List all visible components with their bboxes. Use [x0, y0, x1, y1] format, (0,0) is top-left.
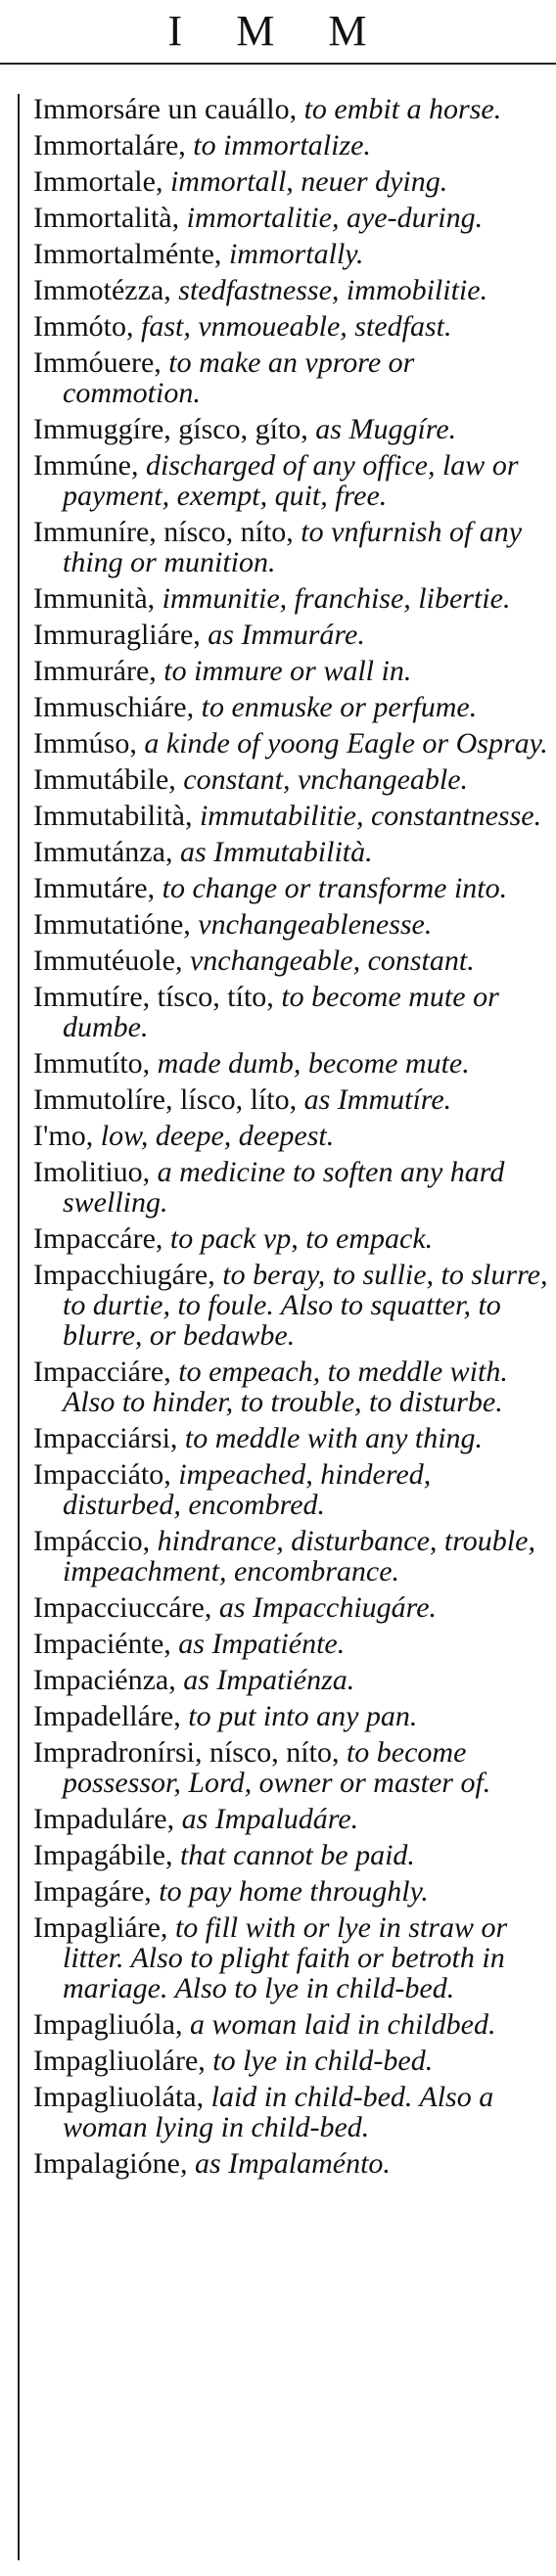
dictionary-entry	[33, 1876, 550, 1907]
entry-definition: as Immutabilità.	[179, 836, 373, 868]
dictionary-entry	[33, 347, 550, 408]
entry-definition: constant, vnchangeable.	[183, 763, 469, 796]
dictionary-entry	[33, 517, 550, 577]
entry-definition: to beray, to sullie, to slurre, to durtie, to foule. Also to squatter, to blurre, or bedawbe.	[63, 1259, 548, 1352]
dictionary-entry	[33, 1357, 550, 1417]
entry-headword: Immutáre,	[33, 872, 156, 904]
entry-definition: to change or transforme into.	[162, 872, 508, 904]
dictionary-entry	[33, 311, 550, 342]
entry-definition: to embit a horse.	[303, 93, 502, 125]
entry-headword: Impalagióne,	[33, 2147, 188, 2180]
entry-headword: Imolitiuo,	[33, 1156, 151, 1188]
dictionary-entry	[33, 1526, 550, 1587]
entry-headword: Impaciénza,	[33, 1664, 176, 1696]
dictionary-entry	[33, 1423, 550, 1453]
entry-definition: to empeach, to meddle with. Also to hinder, to trouble, to disturbe.	[63, 1356, 508, 1418]
entry-definition: as Impacchiugáre.	[218, 1591, 438, 1624]
entry-headword: Impacciáre,	[33, 1356, 171, 1388]
entry-headword: Immorsáre un cauállo,	[33, 93, 298, 125]
entry-headword: Immutéuole,	[33, 944, 183, 977]
entry-definition: as Immuráre.	[208, 619, 365, 651]
dictionary-entry	[33, 1459, 550, 1520]
dictionary-entry	[33, 1157, 550, 1218]
entry-headword: Impagábile,	[33, 1839, 173, 1871]
header-rule	[0, 63, 556, 65]
entry-definition: stedfastnesse, immobilitie.	[178, 274, 488, 306]
entry-definition: vnchangeable, constant.	[189, 944, 475, 977]
dictionary-entry	[33, 1121, 550, 1151]
entry-definition: hindrance, disturbance, trouble, impeachment, encombrance.	[63, 1525, 535, 1587]
dictionary-entry	[33, 1629, 550, 1659]
dictionary-entry	[33, 656, 550, 686]
entry-headword: Impaciénte,	[33, 1628, 171, 1660]
entry-definition: a medicine to soften any hard swelling.	[63, 1156, 505, 1219]
entry-definition: to meddle with any thing.	[184, 1422, 484, 1454]
entry-headword: Immutábile,	[33, 763, 176, 796]
entry-headword: Impacciáto,	[33, 1458, 171, 1491]
entry-headword: Immortalità,	[33, 202, 180, 234]
entry-definition: immortally.	[228, 238, 364, 270]
entry-definition: as Impatiénza.	[183, 1664, 355, 1696]
entry-definition: discharged of any office, law or payment, exempt, quit, free.	[63, 449, 519, 512]
page-header	[0, 0, 556, 69]
entry-definition: that cannot be paid.	[179, 1839, 415, 1871]
entry-definition: as Impaludáre.	[181, 1803, 359, 1835]
dictionary-entry	[33, 450, 550, 511]
dictionary-entry	[33, 764, 550, 795]
entry-headword: Immutabilità,	[33, 800, 193, 832]
dictionary-entry	[33, 909, 550, 940]
entry-headword: Immóuere,	[33, 346, 162, 379]
entry-definition: to immortalize.	[193, 129, 371, 161]
dictionary-entry	[33, 94, 550, 124]
entry-headword: Impagáre,	[33, 1875, 152, 1908]
entry-headword: Immotézza,	[33, 274, 171, 306]
entry-headword: Immortale,	[33, 165, 163, 198]
entry-definition: as Impalaménto.	[194, 2147, 391, 2180]
entry-headword: Impradronírsi, nísco, níto,	[33, 1736, 340, 1769]
entry-definition: to pack vp, to empack.	[169, 1222, 434, 1255]
entry-definition: a kinde of yoong Eagle or Ospray.	[144, 727, 548, 759]
entry-definition: to become possessor, Lord, owner or master of.	[63, 1736, 491, 1799]
dictionary-entry	[33, 1084, 550, 1115]
entry-headword: Immuragliáre,	[33, 619, 201, 651]
entry-definition: laid in child-bed. Also a woman lying in child-bed.	[63, 2081, 494, 2143]
entry-definition: to enmuske or perfume.	[201, 691, 478, 723]
entry-headword: Immuníre, nísco, níto,	[33, 516, 294, 548]
dictionary-entry	[33, 1592, 550, 1623]
entry-headword: Impaccáre,	[33, 1222, 163, 1255]
entry-headword: Impacciuccáre,	[33, 1591, 212, 1624]
dictionary-entry	[33, 945, 550, 976]
dictionary-entry	[33, 2082, 550, 2142]
entry-headword: Immóto,	[33, 310, 134, 343]
entry-definition: made dumb, become mute.	[157, 1047, 470, 1080]
entry-definition: vnchangeablenesse.	[198, 908, 433, 941]
entry-definition: to become mute or dumbe.	[63, 981, 499, 1043]
dictionary-entry	[33, 2046, 550, 2076]
dictionary-entry	[33, 1260, 550, 1351]
dictionary-entry	[33, 1701, 550, 1731]
entry-definition: low, deepe, deepest.	[100, 1120, 335, 1152]
entry-headword: Impacchiugáre,	[33, 1259, 215, 1291]
dictionary-entry	[33, 620, 550, 650]
entry-headword: Impagliuóla,	[33, 2008, 183, 2041]
entry-headword: Immutíto,	[33, 1047, 151, 1080]
dictionary-entry	[33, 275, 550, 305]
entry-definition: immutabilitie, constantnesse.	[199, 800, 542, 832]
entry-definition: to make an vprore or commotion.	[63, 346, 415, 409]
entry-headword: Impagliuoláre,	[33, 2045, 206, 2077]
dictionary-entry	[33, 130, 550, 161]
dictionary-entry	[33, 1912, 550, 2003]
entry-definition: a woman laid in childbed.	[189, 2008, 496, 2041]
dictionary-entry	[33, 583, 550, 614]
entry-headword: Immutánza,	[33, 836, 173, 868]
entry-headword: Impáccio,	[33, 1525, 151, 1557]
entry-headword: Impacciársi,	[33, 1422, 178, 1454]
dictionary-entry	[33, 873, 550, 903]
entry-headword: Immortalménte,	[33, 238, 222, 270]
dictionary-entry	[33, 1840, 550, 1870]
dictionary-entry	[33, 414, 550, 444]
dictionary-entry	[33, 2148, 550, 2179]
entry-headword: Impadelláre,	[33, 1700, 181, 1732]
entry-headword: Immúso,	[33, 727, 137, 759]
dictionary-entry	[33, 801, 550, 831]
entry-definition: to immure or wall in.	[163, 655, 412, 687]
page-title: I M M	[167, 7, 389, 55]
dictionary-column	[18, 94, 556, 2560]
dictionary-entry	[33, 239, 550, 269]
entry-definition: as Impatiénte.	[178, 1628, 346, 1660]
entry-headword: I'mo,	[33, 1120, 94, 1152]
dictionary-entry	[33, 1223, 550, 1254]
entry-headword: Immuggíre, gísco, gíto,	[33, 413, 308, 445]
entry-headword: Impaduláre,	[33, 1803, 175, 1835]
entry-list	[20, 94, 556, 2179]
entry-definition: as Muggíre.	[315, 413, 457, 445]
entry-definition: to lye in child-bed.	[212, 2045, 434, 2077]
dictionary-entry	[33, 982, 550, 1042]
entry-definition: immunitie, franchise, libertie.	[162, 582, 511, 615]
entry-headword: Immuráre,	[33, 655, 157, 687]
dictionary-entry	[33, 203, 550, 233]
entry-headword: Immutolíre, lísco, líto,	[33, 1083, 298, 1116]
entry-headword: Immutíre, tísco, títo,	[33, 981, 274, 1013]
entry-definition: impeached, hindered, disturbed, encombred.	[63, 1458, 432, 1521]
dictionary-entry	[33, 837, 550, 867]
dictionary-entry	[33, 1737, 550, 1798]
entry-definition: as Immutíre.	[303, 1083, 452, 1116]
entry-headword: Immortaláre,	[33, 129, 186, 161]
entry-headword: Impagliáre,	[33, 1911, 168, 1944]
dictionary-entry	[33, 1048, 550, 1079]
dictionary-entry	[33, 692, 550, 722]
entry-definition: immortalitie, aye-during.	[186, 202, 484, 234]
dictionary-entry	[33, 2009, 550, 2040]
entry-headword: Immutatióne,	[33, 908, 191, 941]
entry-definition: to pay home throughly.	[159, 1875, 429, 1908]
dictionary-entry	[33, 728, 550, 759]
dictionary-entry	[33, 166, 550, 197]
entry-headword: Impagliuoláta,	[33, 2081, 205, 2113]
entry-headword: Immúne,	[33, 449, 139, 482]
entry-headword: Immuschiáre,	[33, 691, 195, 723]
entry-definition: fast, vnmoueable, stedfast.	[141, 310, 452, 343]
entry-definition: to put into any pan.	[188, 1700, 418, 1732]
entry-definition: immortall, neuer dying.	[169, 165, 448, 198]
entry-definition: to vnfurnish of any thing or munition.	[63, 516, 523, 578]
entry-definition: to fill with or lye in straw or litter. Also to plight faith or betroth in mariage. Also to lye in child-bed.	[63, 1911, 508, 2004]
dictionary-entry	[33, 1804, 550, 1834]
entry-headword: Immunità,	[33, 582, 156, 615]
dictionary-entry	[33, 1665, 550, 1695]
